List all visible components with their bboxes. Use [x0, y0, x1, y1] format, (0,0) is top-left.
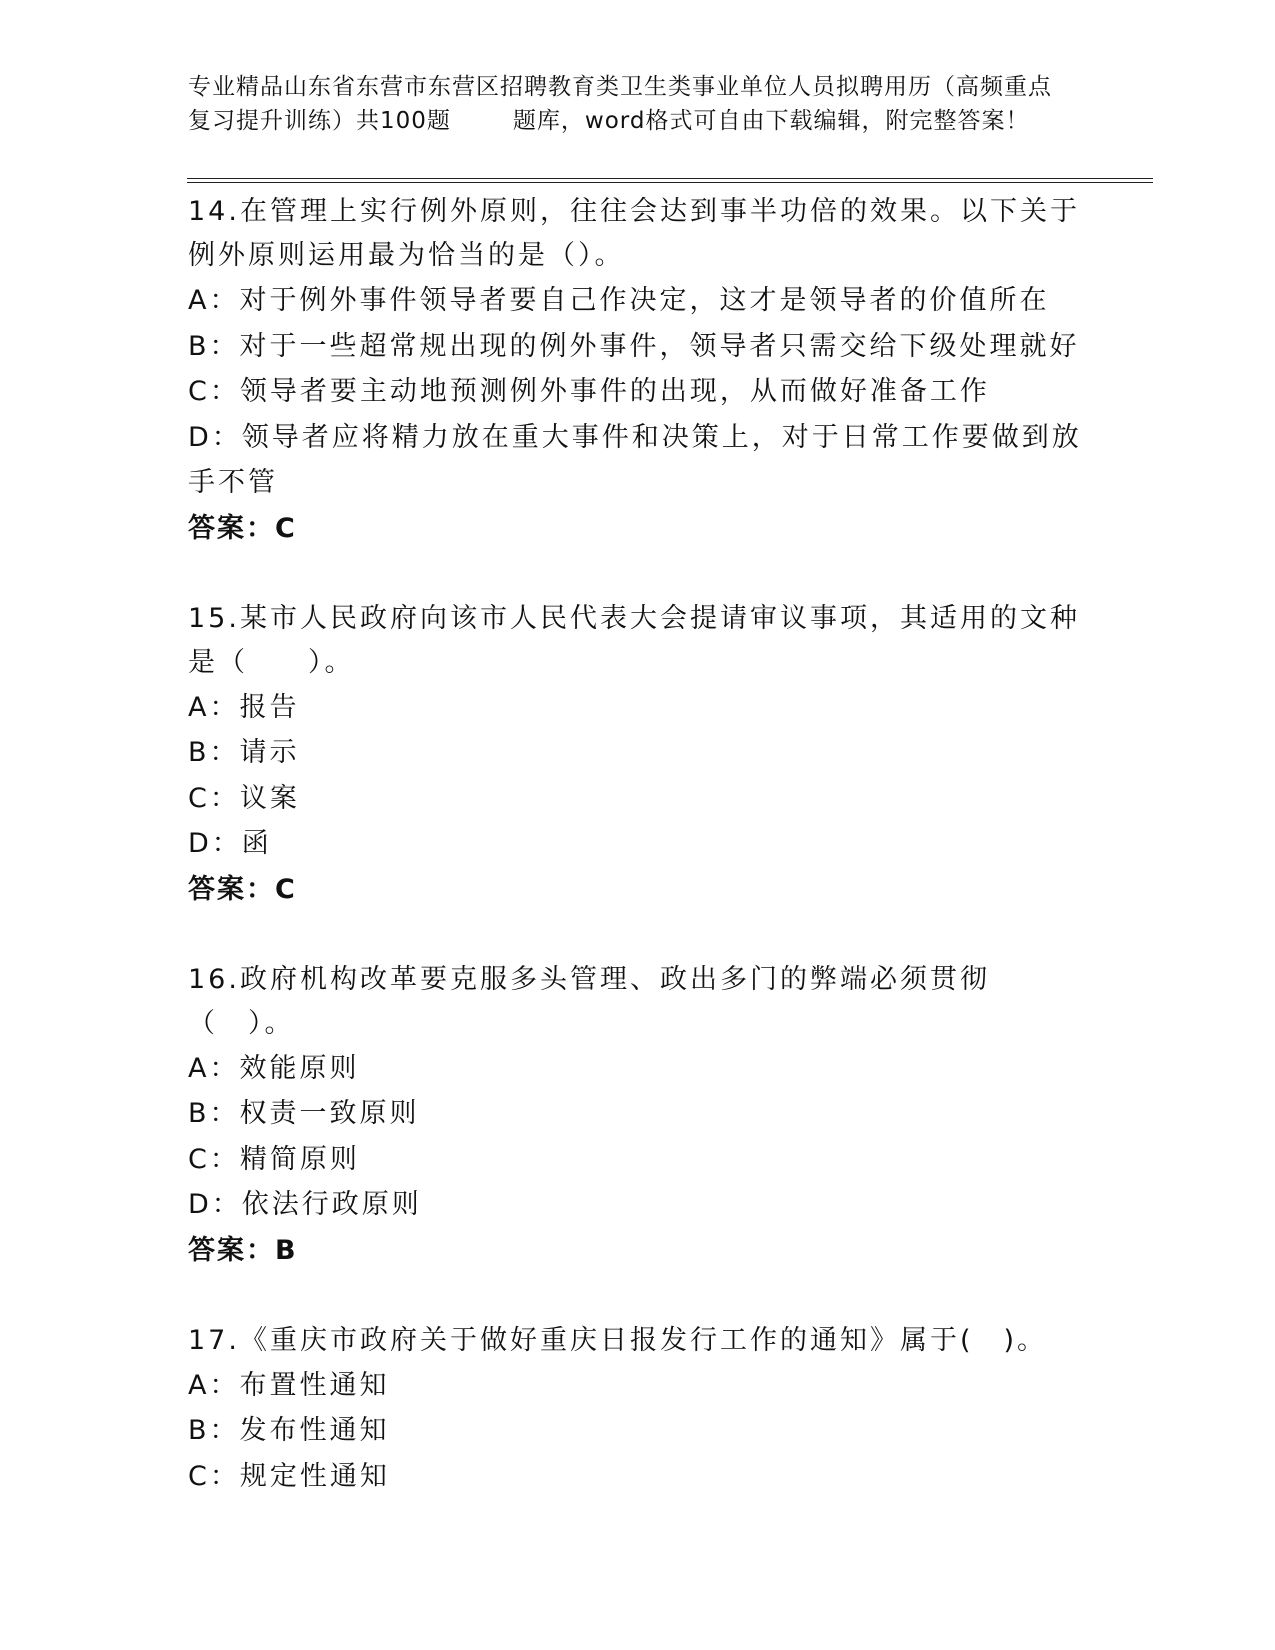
question-list: [188, 190, 1088, 1499]
answer: 答案：B: [188, 1234, 298, 1266]
option-d: D：领导者应将精力放在重大事件和决策上，对于日常工作要做到放手不管: [188, 421, 1082, 498]
option-b: B：权责一致原则: [188, 1098, 420, 1129]
question-stem: 14.在管理上实行例外原则，往往会达到事半功倍的效果。以下关于例外原则运用最为恰当的是（）。: [188, 196, 1080, 271]
question-stem: 17.《重庆市政府关于做好重庆日报发行工作的通知》属于( )。: [188, 1324, 1048, 1356]
option-c: C：领导者要主动地预测例外事件的出现，从而做好准备工作: [188, 376, 990, 407]
option-a: A：报告: [188, 691, 300, 723]
header-divider-top: [187, 178, 1153, 179]
option-b: B：请示: [188, 737, 300, 768]
header-line-2-left: 复习提升训练）共100题: [188, 108, 451, 134]
header-line-2-right: 题库，word格式可自由下载编辑，附完整答案！: [512, 108, 1030, 134]
question-stem: 15.某市人民政府向该市人民代表大会提请审议事项，其适用的文种是（ ）。: [188, 602, 1080, 678]
question-15: [188, 597, 1088, 913]
option-c: C：精简原则: [188, 1143, 360, 1175]
option-b: B：发布性通知: [188, 1415, 390, 1446]
question-17: [188, 1319, 1088, 1500]
option-c: C：规定性通知: [188, 1460, 390, 1492]
question-14: [188, 190, 1088, 552]
option-a: A：布置性通知: [188, 1369, 390, 1401]
option-a: A：效能原则: [188, 1052, 360, 1084]
option-b: B：对于一些超常规出现的例外事件，领导者只需交给下级处理就好: [188, 330, 1080, 362]
header-line-1: 专业精品山东省东营市东营区招聘教育类卫生类事业单位人员拟聘用历（高频重点: [188, 74, 1052, 100]
document-header: [188, 70, 1088, 138]
option-a: A：对于例外事件领导者要自己作决定，这才是领导者的价值所在: [188, 285, 1050, 316]
question-16: [188, 958, 1088, 1274]
question-stem: 16.政府机构改革要克服多头管理、政出多门的弊端必须贯彻（ ）。: [188, 963, 990, 1039]
header-line-2: [188, 104, 1088, 138]
option-d: D：依法行政原则: [188, 1189, 422, 1220]
answer: 答案：C: [188, 873, 297, 905]
option-c: C：议案: [188, 782, 300, 814]
option-d: D：函: [188, 828, 272, 859]
header-divider-bottom: [187, 182, 1153, 183]
answer: 答案：C: [188, 512, 297, 544]
